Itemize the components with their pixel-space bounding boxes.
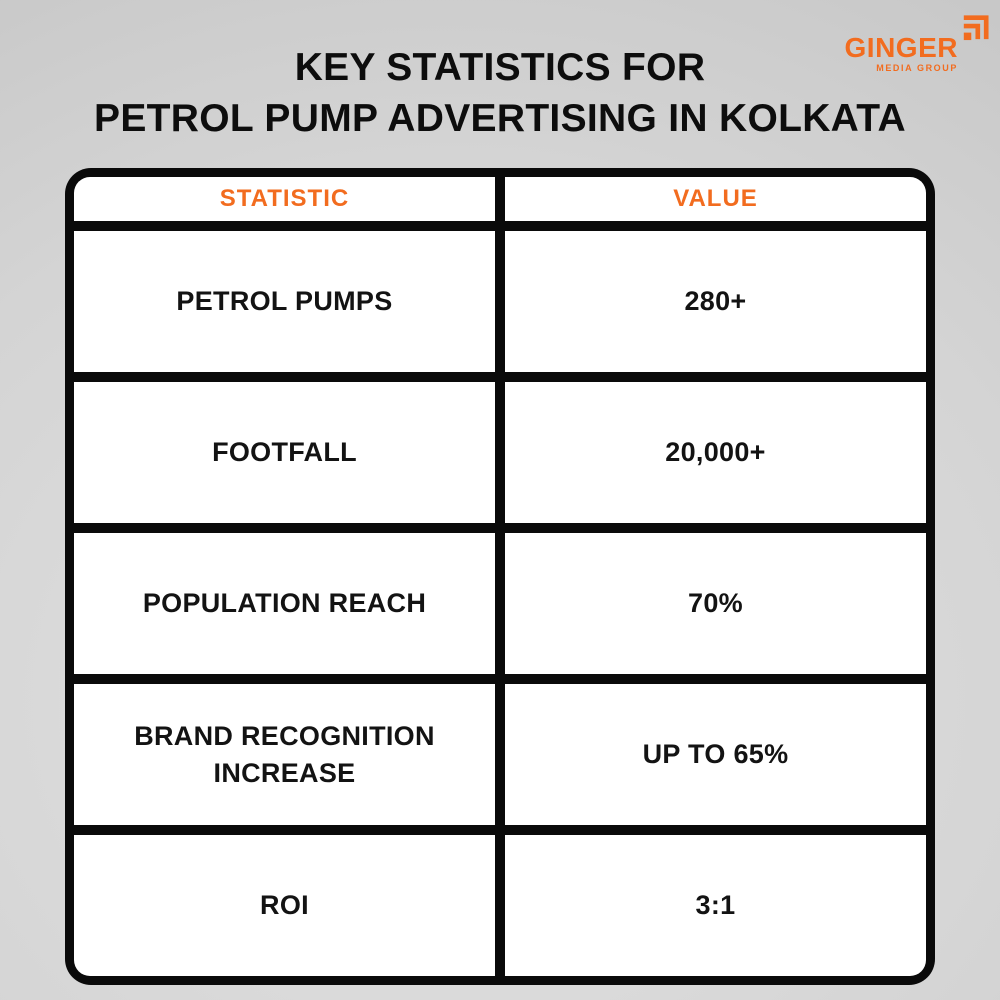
- column-header-statistic: STATISTIC: [74, 177, 495, 221]
- page-title-line1: KEY STATISTICS FOR: [294, 46, 706, 89]
- brand-subtitle: MEDIA GROUP: [876, 63, 958, 73]
- nested-squares-icon: [961, 13, 989, 41]
- statistic-cell: BRAND RECOGNITION INCREASE: [74, 684, 495, 825]
- brand-logo: [845, 13, 989, 73]
- value-cell: 3:1: [505, 835, 926, 976]
- value-cell: 20,000+: [505, 382, 926, 523]
- statistic-cell: PETROL PUMPS: [74, 231, 495, 372]
- value-cell: 70%: [505, 533, 926, 674]
- value-cell: 280+: [505, 231, 926, 372]
- value-cell: UP TO 65%: [505, 684, 926, 825]
- statistic-cell: FOOTFALL: [74, 382, 495, 523]
- statistic-cell: POPULATION REACH: [74, 533, 495, 674]
- statistic-cell: ROI: [74, 835, 495, 976]
- brand-name: GINGER: [844, 32, 958, 63]
- column-header-value: VALUE: [505, 177, 926, 221]
- brand-logo-text: [845, 34, 958, 73]
- page-title-line2: PETROL PUMP ADVERTISING IN KOLKATA: [94, 97, 906, 140]
- statistics-table: [65, 168, 935, 985]
